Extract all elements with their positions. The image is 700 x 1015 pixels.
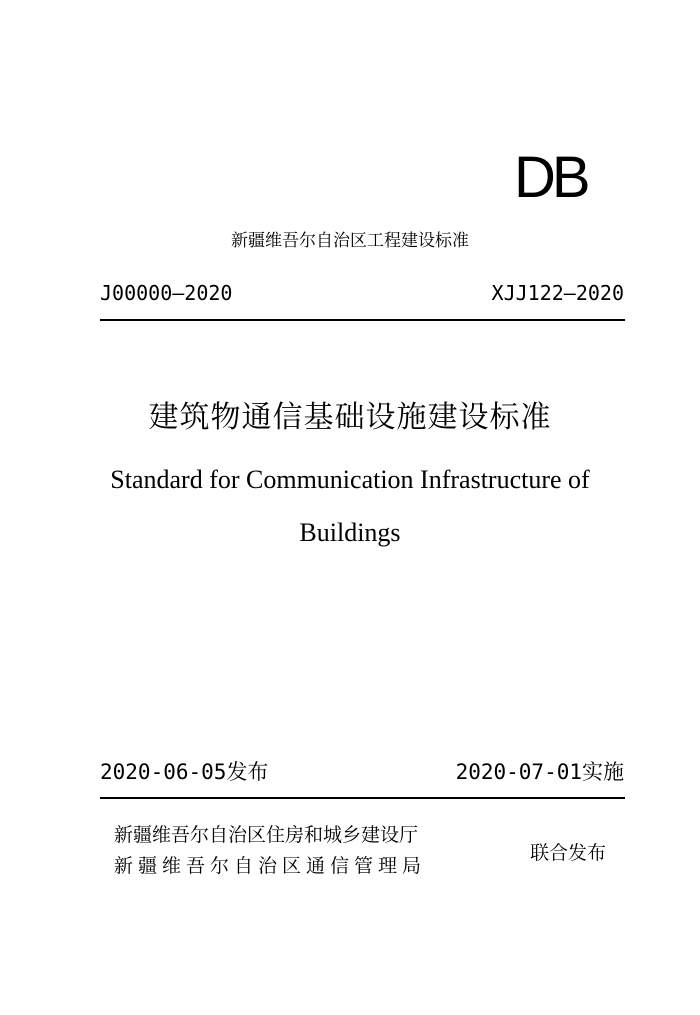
- publish-date: 2020-06-05: [100, 760, 227, 784]
- standard-code-left: J00000—2020: [100, 281, 233, 305]
- issuer-housing-department: 新疆维吾尔自治区住房和城乡建设厅: [114, 824, 419, 846]
- joint-release-label: 联合发布: [530, 842, 607, 864]
- standard-code-right: XJJ122—2020: [491, 281, 624, 305]
- effective-date-line: [456, 758, 624, 786]
- title-english: Standard for Communication Infrastructure of Buildings: [110, 465, 590, 547]
- effective-date: 2020-07-01: [455, 760, 582, 784]
- series-title: 新疆维吾尔自治区工程建设标准: [231, 231, 469, 251]
- bottom-divider: [100, 797, 625, 799]
- effective-label: 实施: [582, 760, 624, 784]
- publish-label: 发布: [226, 760, 269, 784]
- top-divider: [100, 319, 625, 321]
- publish-date-line: [100, 758, 268, 786]
- title-chinese: 建筑物通信基础设施建设标准: [148, 400, 552, 435]
- db-mark: DB: [514, 145, 587, 210]
- issuer-communications-bureau: 新疆维吾尔自治区通信管理局: [114, 855, 427, 877]
